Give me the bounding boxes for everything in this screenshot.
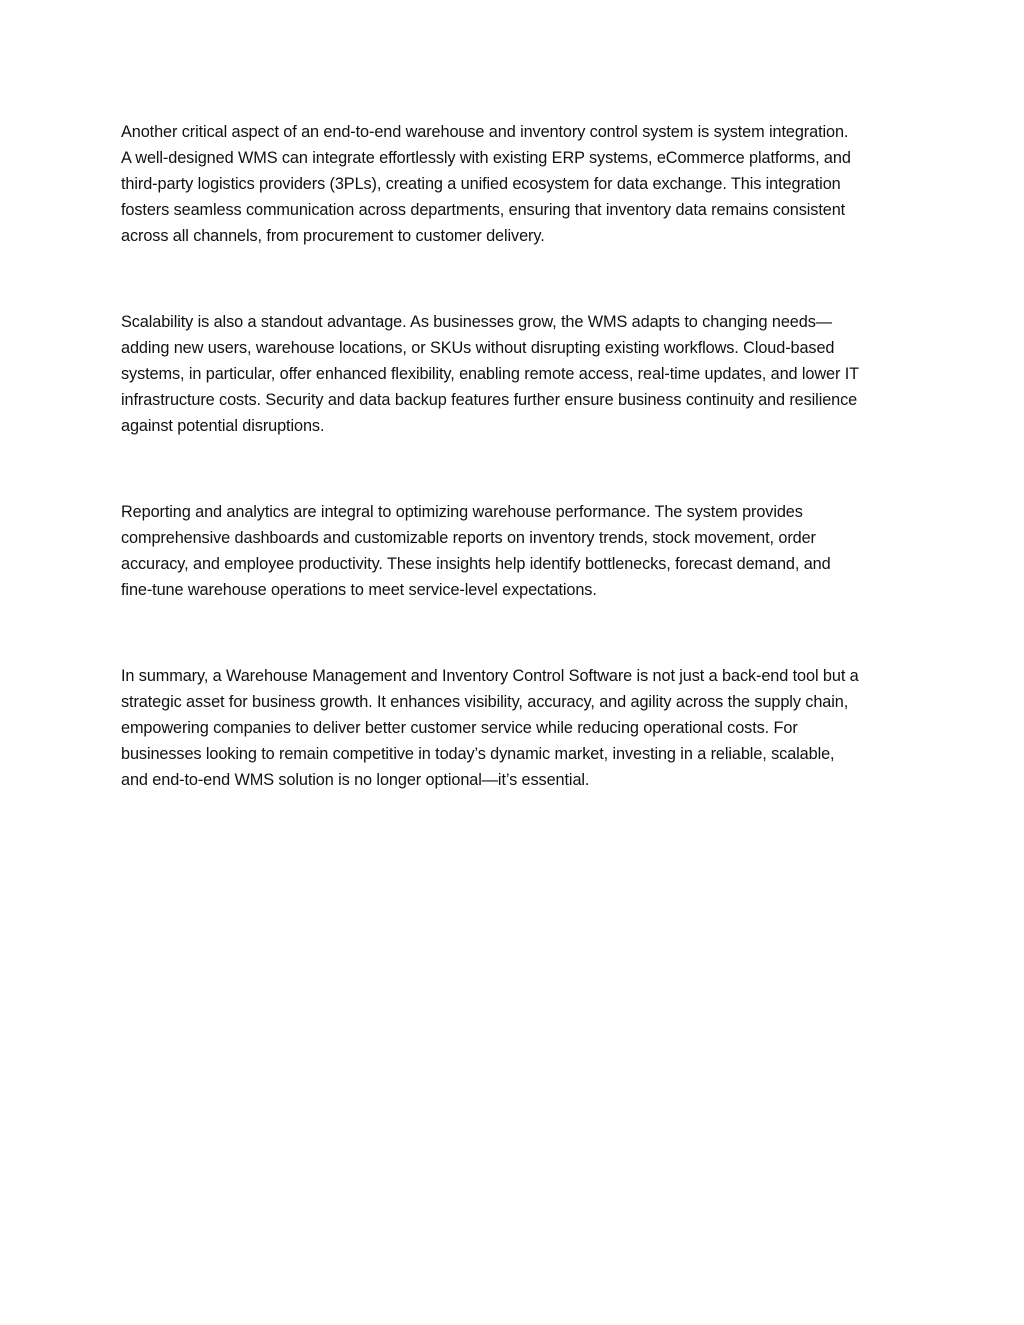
paragraph-scalability: Scalability is also a standout advantage. As businesses grow, the WMS adapts to changing needs— adding new users, warehouse locations, or SKUs without disrupting existing workflows. Cloud-based systems, in particular, offer enhanced flexibility, enabling remote access, real-time updates, and lower IT infrastructure costs. Security and data backup features further ensure business continuity and resilience against potential disruptions. — [121, 313, 859, 435]
document-body — [121, 119, 911, 793]
paragraph-summary: In summary, a Warehouse Management and Inventory Control Software is not just a back-end tool but a strategic asset for business growth. It enhances visibility, accuracy, and agility across the supply chain, empowering companies to deliver better customer service while reducing operational costs. For businesses looking to remain competitive in today’s dynamic market, investing in a reliable, scalable, and end-to-end WMS solution is no longer optional—it’s essential. — [121, 667, 859, 789]
paragraph-reporting: Reporting and analytics are integral to optimizing warehouse performance. The system provides comprehensive dashboards and customizable reports on inventory trends, stock movement, order accuracy, and employee productivity. These insights help identify bottlenecks, forecast demand, and fine-tune warehouse operations to meet service-level expectations. — [121, 503, 831, 599]
paragraph-spacer — [121, 439, 911, 499]
paragraph-spacer — [121, 603, 911, 663]
paragraph-integration: Another critical aspect of an end-to-end warehouse and inventory control system is system integration. A well-designed WMS can integrate effortlessly with existing ERP systems, eCommerce platforms, and third-party logistics providers (3PLs), creating a unified ecosystem for data exchange. This integration fosters seamless communication across departments, ensuring that inventory data remains consistent across all channels, from procurement to customer delivery. — [121, 123, 851, 245]
paragraph-spacer — [121, 249, 911, 309]
